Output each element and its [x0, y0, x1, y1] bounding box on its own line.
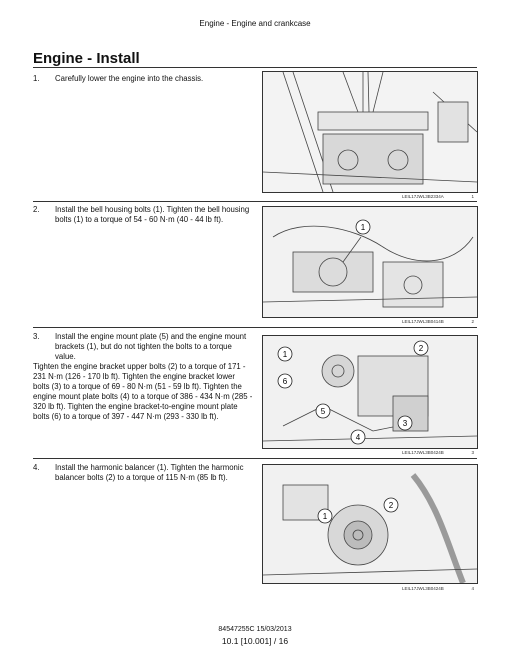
engine-lowering-illustration [263, 72, 477, 192]
step-divider [33, 201, 477, 202]
running-header: Engine - Engine and crankcase [199, 19, 311, 28]
step-text: Install the engine mount plate (5) and the engine mount brackets (1), but do not tighten the bolts to a torque value. [55, 332, 247, 361]
callout-6: 6 [282, 377, 288, 386]
footer-page-number: 10.1 [10.001] / 16 [221, 636, 289, 646]
step-1 [33, 74, 253, 84]
harmonic-balancer-illustration [263, 465, 477, 583]
callout-1: 1 [282, 350, 288, 359]
step-number: 3. [33, 332, 40, 341]
step-3 [33, 332, 253, 422]
step-extra-text: Tighten the engine bracket upper bolts (2) to a torque of 171 - 231 N·m (126 - 170 lb ft). Tighten the engine bracket lower bolts (3) to a torque of 69 - 80 N·m (51 - 59 lb ft). Tighten the engine mount plate bolts (4) to a torque of 386 - 434 N·m (285 - 320 lb ft). Tighten the engine bracket-to-engine mount plate bolts (6) to a torque of 397 - 447 N·m (293 - 330 lb ft). [33, 362, 253, 421]
step-divider [33, 458, 477, 459]
figure-number: 2 [471, 319, 474, 324]
bell-housing-illustration [263, 207, 477, 317]
step-number: 4. [33, 463, 40, 472]
callout-2: 2 [418, 344, 424, 353]
figure-ref: LEIL17JWL3B0424B [402, 450, 444, 455]
step-text: Install the harmonic balancer (1). Tighten the harmonic balancer bolts (2) to a torque of 115 N·m (85 lb ft). [55, 463, 244, 482]
figure-2 [262, 206, 478, 318]
figure-3 [262, 335, 478, 449]
callout-5: 5 [320, 407, 326, 416]
step-2 [33, 205, 253, 225]
step-number: 1. [33, 74, 40, 83]
callout-3: 3 [402, 419, 408, 428]
step-text: Install the bell housing bolts (1). Tighten the bell housing bolts (1) to a torque of 54 - 60 N·m (40 - 44 lb ft). [55, 205, 250, 224]
figure-ref: LEIL17JWL3B2334A [402, 194, 444, 199]
figure-ref: LEIL17JWL3B0414B [402, 319, 444, 324]
figure-ref: LEIL17JWL3B0424B [402, 586, 444, 591]
callout-1: 1 [322, 512, 328, 521]
figure-4 [262, 464, 478, 584]
callout-1: 1 [360, 223, 366, 232]
page-title: Engine - Install [33, 50, 140, 67]
figure-number: 3 [471, 450, 474, 455]
step-divider [33, 327, 477, 328]
figure-number: 4 [471, 586, 474, 591]
footer-doc-ref: 84547255C 15/03/2013 [218, 626, 292, 633]
callout-2: 2 [388, 501, 394, 510]
step-4 [33, 463, 253, 483]
figure-1 [262, 71, 478, 193]
figure-number: 1 [471, 194, 474, 199]
engine-mount-illustration [263, 336, 477, 448]
callout-4: 4 [355, 433, 361, 442]
title-rule [33, 67, 477, 68]
step-number: 2. [33, 205, 40, 214]
step-text: Carefully lower the engine into the chassis. [55, 74, 204, 83]
